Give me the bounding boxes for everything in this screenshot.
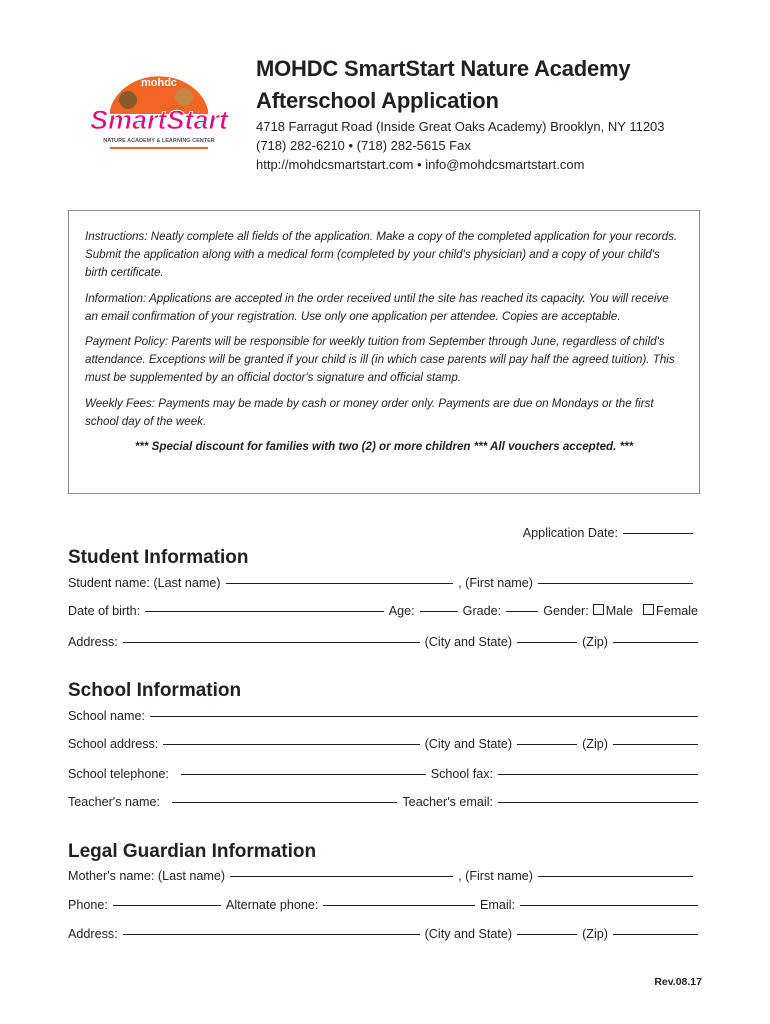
instructions-text: Neatly complete all fields of the application. Make a copy of the completed application for your records. Submit the application along with a medical form (completed by your child's physician) and a copy of your child's birth certificate. [85,230,678,280]
page-title-line2: Afterschool Application [256,88,499,113]
age-label: Age: [388,604,415,618]
school-address-row [68,737,698,751]
guardian-address-field[interactable] [123,934,420,935]
information-paragraph [85,290,683,326]
male-checkbox[interactable] [593,604,604,615]
alt-phone-label: Alternate phone: [225,898,319,912]
guardian-section-heading: Legal Guardian Information [68,841,317,862]
school-fax-field[interactable] [498,774,698,775]
student-last-name-label: Student name: (Last name) [68,576,221,590]
logo-main-word: SmartStart [89,105,229,135]
application-date-field[interactable] [623,533,693,534]
payment-policy-text: Parents will be responsible for weekly tuition from September through June, regardless of child's attendance. Exceptions will be granted if your child is ill (in which case parents will pay half the agreed tuition). This must be supplemented by an official doctor's signature and official stamp. [85,335,675,385]
school-section-heading: School Information [68,680,242,701]
guardian-address-label: Address: [68,927,118,941]
guardian-zip-label: (Zip) [582,927,608,941]
student-section-heading: Student Information [68,547,249,568]
school-zip-label: (Zip) [582,737,608,751]
page-title-line1: MOHDC SmartStart Nature Academy [256,56,631,81]
female-checkbox[interactable] [643,604,654,615]
weekly-fees-label: Weekly Fees: [85,396,156,410]
male-label: Male [605,604,633,618]
student-city-state-label: (City and State) [424,635,513,649]
school-name-field[interactable] [150,716,698,717]
female-label: Female [656,604,698,618]
header-address: 4718 Farragut Road (Inside Great Oaks Academy) Brooklyn, NY 11203 [256,119,665,134]
teacher-email-label: Teacher's email: [402,795,493,809]
school-name-label: School name: [68,709,146,723]
payment-policy-paragraph [85,333,683,388]
phone-label: Phone: [68,898,108,912]
smartstart-logo [80,70,238,152]
instructions-paragraph [85,228,683,283]
header-phones: (718) 282-6210 • (718) 282-5615 Fax [256,138,471,153]
school-name-row [68,709,698,723]
revision-label: Rev.08.17 [654,976,702,988]
teacher-name-label: Teacher's name: [68,795,161,809]
payment-policy-label: Payment Policy: [85,335,169,349]
header-web: http://mohdcsmartstart.com • info@mohdcsmartstart.com [256,157,585,172]
school-zip-field[interactable] [613,744,698,745]
mother-first-name-field[interactable] [538,876,693,877]
weekly-fees-paragraph [85,395,683,431]
logo-top-word: mohdc [140,77,178,89]
age-field[interactable] [420,611,458,612]
school-fax-label: School fax: [430,767,493,781]
student-zip-field[interactable] [613,642,698,643]
mother-last-name-label: Mother's name: (Last name) [68,869,226,883]
student-address-row [68,635,698,649]
mother-last-name-field[interactable] [230,876,453,877]
application-date-label: Application Date: [522,526,618,540]
phone-field[interactable] [113,905,221,906]
email-field[interactable] [520,905,698,906]
teacher-email-field[interactable] [498,802,698,803]
information-text: Applications are accepted in the order received until the site has reached its capacity. You will receive an email confirmation of your registration. Use only one application per attendee. Copies are acceptable. [85,291,669,323]
guardian-city-state-field[interactable] [517,934,577,935]
dob-field[interactable] [145,611,384,612]
school-address-label: School address: [68,737,159,751]
school-telephone-label: School telephone: [68,767,169,781]
school-phone-row [68,767,698,781]
weekly-fees-text: Payments may be made by cash or money order only. Payments are due on Mondays or the first school day of the week. [85,396,654,428]
discount-notice: *** Special discount for families with two (2) or more children *** All vouchers accepted. *** [134,440,634,454]
student-name-row [68,576,698,590]
information-label: Information: [85,291,147,305]
gender-label: Gender: [543,604,589,618]
guardian-phone-row [68,898,698,912]
student-address-field[interactable] [123,642,420,643]
school-city-state-label: (City and State) [424,737,513,751]
guardian-address-row [68,927,698,941]
school-telephone-field[interactable] [181,774,426,775]
student-address-label: Address: [68,635,118,649]
student-dob-row [68,604,698,618]
alt-phone-field[interactable] [323,905,475,906]
logo-child-face-right [175,88,193,106]
mother-first-name-label: , (First name) [458,869,533,883]
instructions-box [68,210,700,494]
grade-label: Grade: [462,604,502,618]
school-city-state-field[interactable] [517,744,577,745]
email-label: Email: [480,898,515,912]
student-first-name-field[interactable] [538,583,693,584]
student-zip-label: (Zip) [582,635,608,649]
teacher-name-field[interactable] [172,802,397,803]
student-last-name-field[interactable] [226,583,454,584]
logo-tagline: NATURE ACADEMY & LEARNING CENTER [103,138,215,144]
teacher-row [68,795,698,809]
instructions-label: Instructions: [85,230,148,243]
guardian-city-state-label: (City and State) [424,927,513,941]
student-city-state-field[interactable] [517,642,577,643]
dob-label: Date of birth: [68,604,141,618]
mother-name-row [68,869,698,883]
application-date-row [68,526,698,540]
guardian-zip-field[interactable] [613,934,698,935]
grade-field[interactable] [506,611,538,612]
student-first-name-label: , (First name) [458,576,533,590]
school-address-field[interactable] [163,744,419,745]
